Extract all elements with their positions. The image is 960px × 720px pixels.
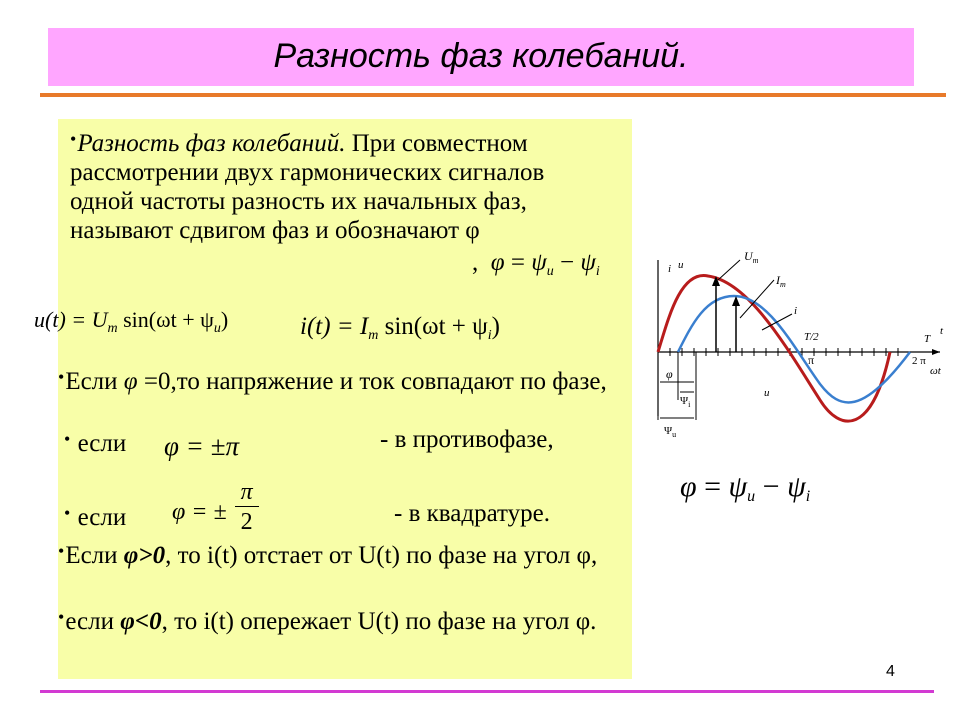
period-label: T: [924, 333, 931, 345]
time-axis-arrow: [932, 349, 940, 355]
antiphase-label: - в противофазе,: [380, 426, 554, 453]
paragraph-lag: •Если φ>0, то i(t) отстает от U(t) по фазе на угол φ,: [58, 541, 598, 569]
two-pi-label: 2 π: [912, 355, 926, 367]
formula-antiphase: φ = ±π: [164, 431, 240, 461]
axis-label-i: i: [668, 263, 672, 275]
slide-title: Разность фаз колебаний.: [273, 37, 689, 75]
title-divider: [40, 93, 946, 97]
i-curve-label: i: [794, 305, 798, 317]
half-period-label: T/2: [804, 331, 819, 343]
formula-phase-difference: , $\varphi = \psi_u - \psi_i$: [472, 249, 600, 279]
page-number: 4: [886, 663, 895, 680]
omega-t-label: ωt: [930, 365, 941, 377]
formula-current: $i(t) = I_m$ $\sin(\omega t + \psi_i)$: [300, 313, 500, 343]
im-label: $I_m$: [776, 273, 786, 289]
paragraph-lead: •если φ<0, то i(t) опережает U(t) по фазе на угол φ.: [58, 607, 597, 635]
um-label: $U_m$: [744, 249, 759, 265]
bullet: •: [70, 129, 77, 149]
definition-text: При совместном рассмотрении двух гармонических сигналов одной частоты разность их начальных фаз, называют сдвигом фаз и обозначают φ: [70, 130, 545, 244]
psi-u-label: $\Psi_u$: [664, 425, 677, 439]
voltage-curve: [658, 276, 890, 422]
axis-label-u: u: [678, 259, 684, 271]
footer-divider: [40, 690, 934, 693]
paragraph-antiphase: • если: [64, 429, 127, 457]
u-curve-label: u: [764, 387, 770, 399]
psi-i-label: $\Psi_i$: [680, 395, 691, 409]
t-label: t: [940, 325, 944, 337]
quadrature-label: - в квадратуре.: [394, 500, 550, 527]
definition-term: Разность фаз колебаний.: [77, 130, 346, 157]
pi-label: π: [808, 353, 815, 367]
paragraph-definition: [70, 125, 610, 245]
title-banner: [48, 28, 914, 86]
paragraph-in-phase: •Если φ =0,то напряжение и ток совпадают по фазе,: [58, 367, 607, 395]
formula-quadrature: φ = ± $\frac{\pi}{2}$: [172, 479, 259, 537]
fraction: $\frac{\pi}{2}$: [235, 479, 259, 537]
phase-shift-graph: [640, 240, 950, 440]
content-panel: [34, 119, 632, 679]
paragraph-quadrature: • если: [64, 503, 127, 531]
graph-formula: $\varphi = \psi_u - \psi_i$: [680, 470, 811, 505]
formula-voltage: $u(t) = U_m$ $\sin(\omega t + \psi_u)$: [34, 307, 229, 336]
phi-label: φ: [666, 367, 673, 381]
